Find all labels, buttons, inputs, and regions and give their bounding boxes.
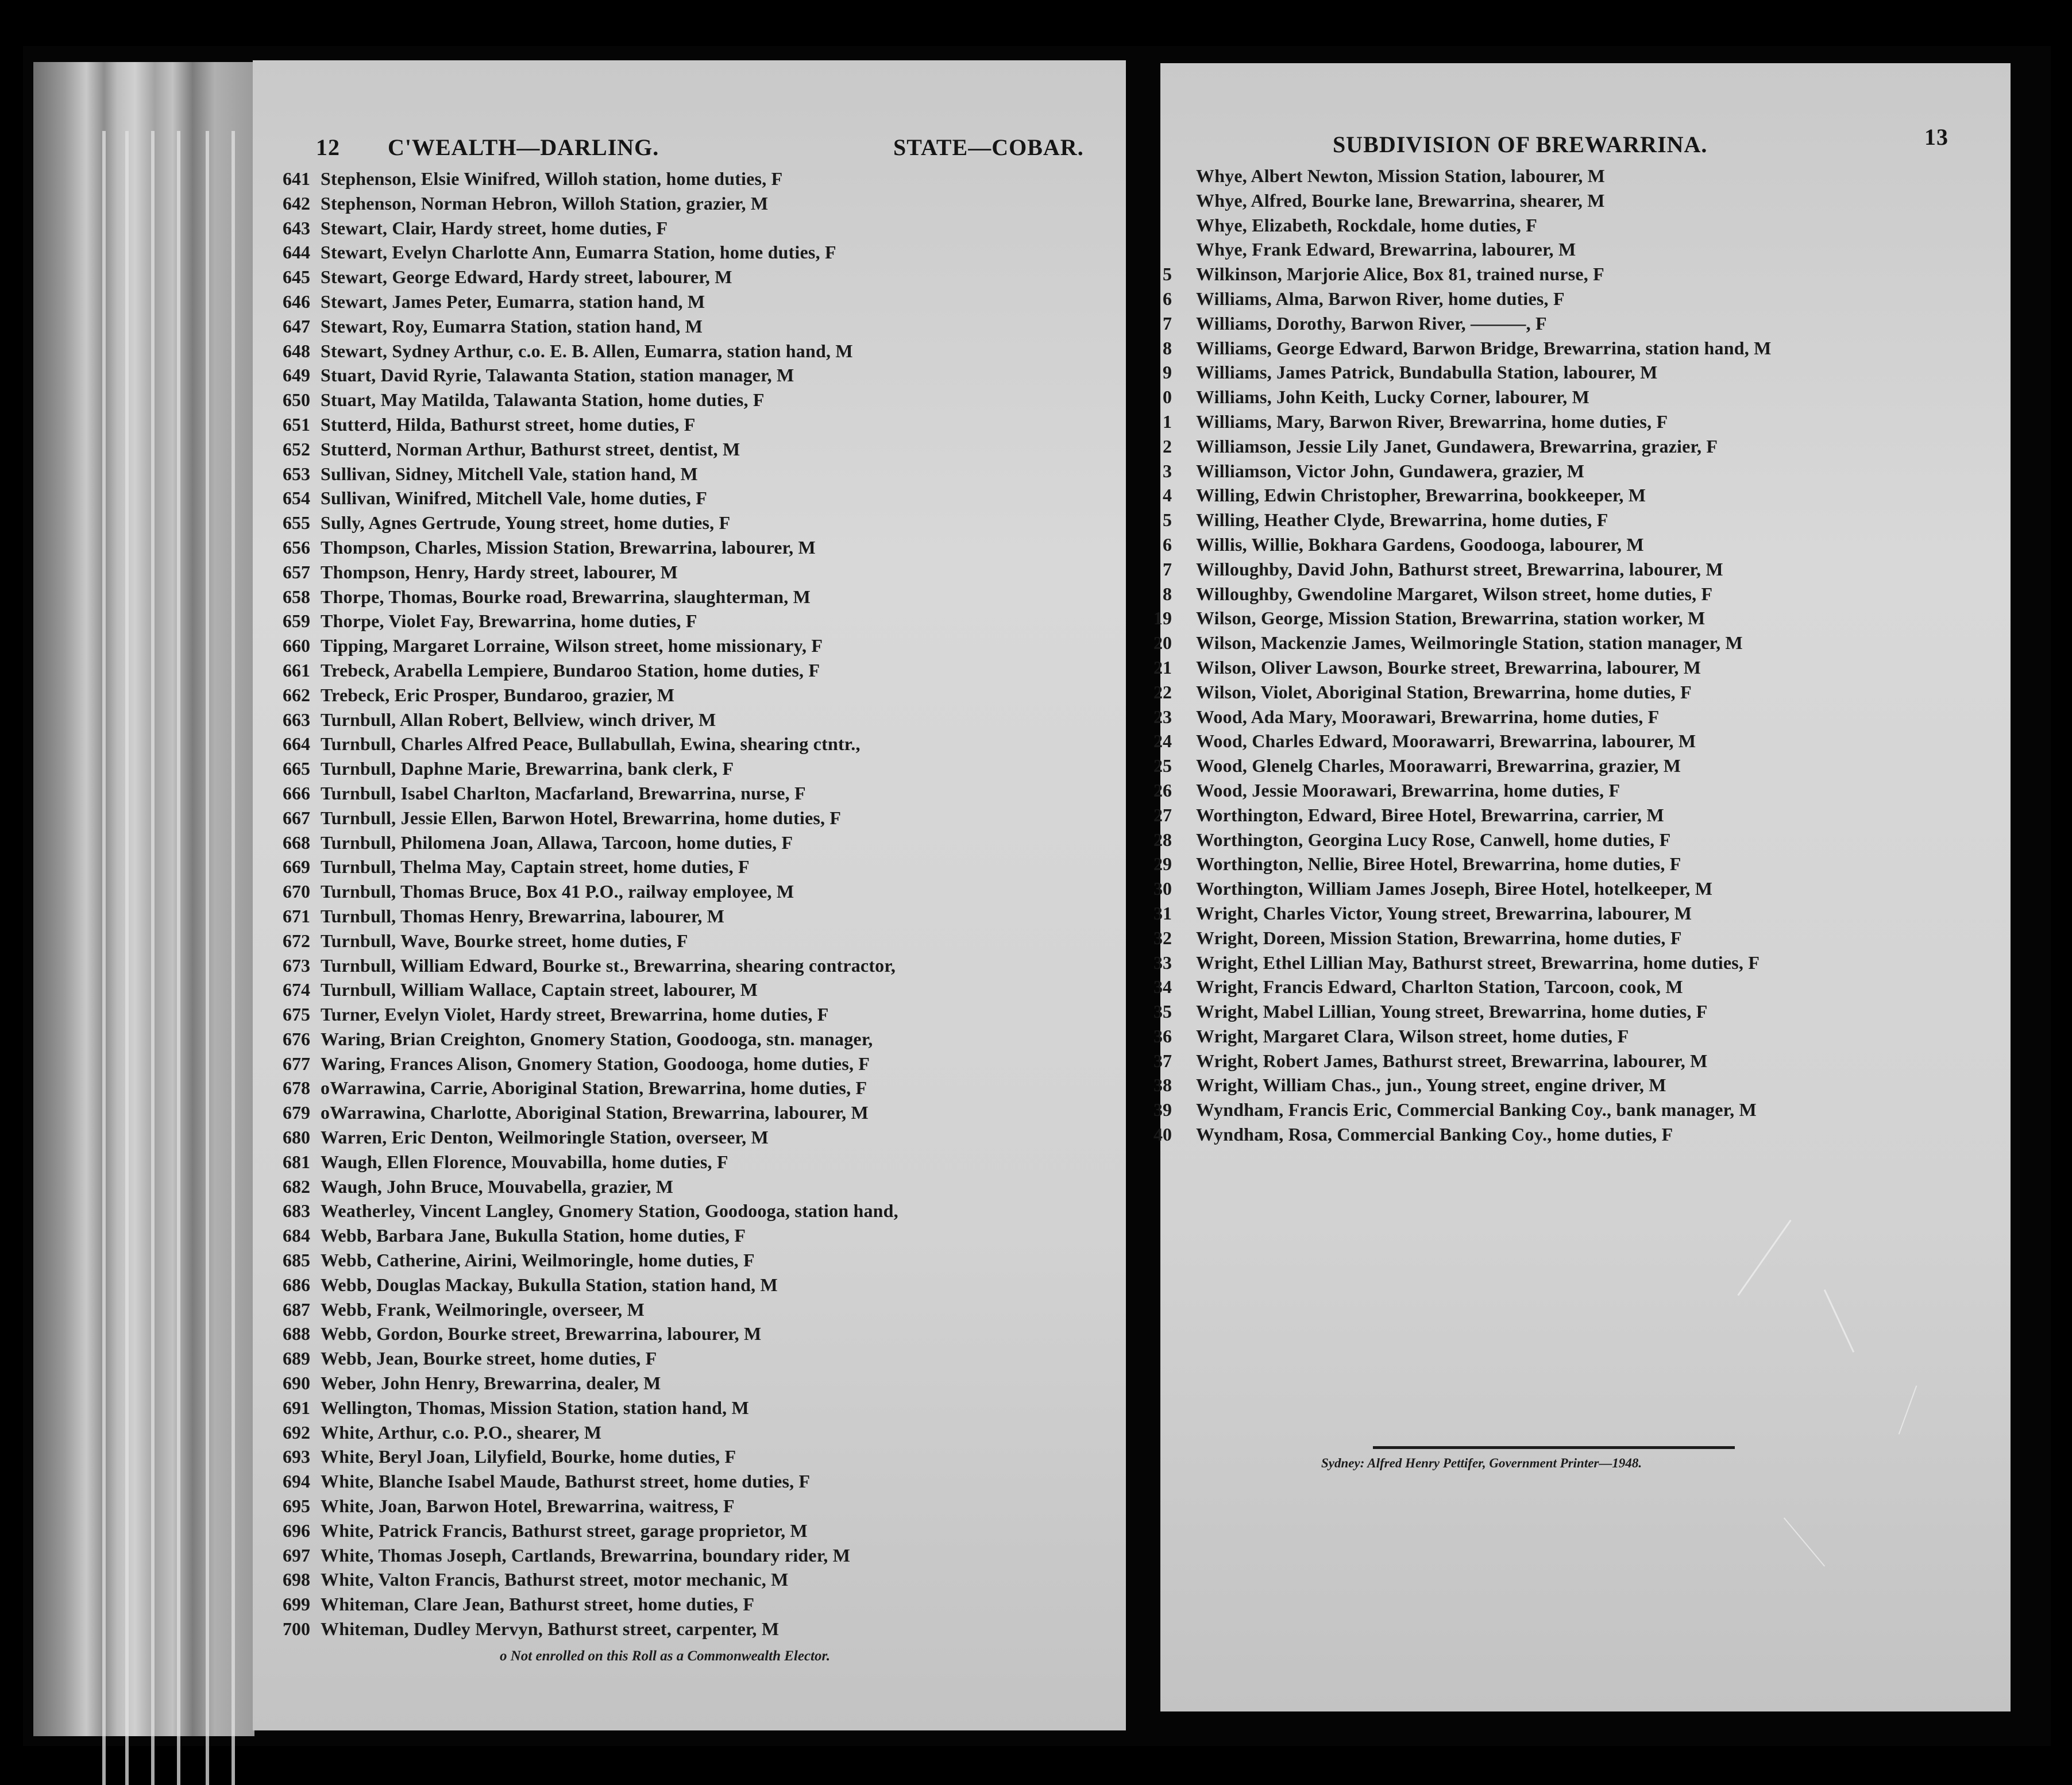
elector-number: 692 (283, 1421, 310, 1443)
elector-number: 699 (283, 1594, 310, 1615)
elector-details: Worthington, Nellie, Biree Hotel, Brewarrina, home duties, F (1196, 853, 1681, 875)
elector-number: 36 (1153, 1025, 1172, 1046)
elector-details: Worthington, Edward, Biree Hotel, Brewarrina, carrier, M (1196, 804, 1664, 825)
elector-details: Williamson, Victor John, Gundawera, grazier, M (1196, 460, 1585, 481)
elector-number: 664 (283, 733, 310, 755)
elector-details: Williamson, Jessie Lily Janet, Gundawera, Brewarrina, grazier, F (1196, 435, 1718, 457)
elector-number: 8 (1163, 583, 1172, 604)
elector-number: 674 (283, 979, 310, 1000)
elector-number: 7 (1163, 312, 1172, 334)
elector-details: Wood, Glenelg Charles, Moorawarri, Brewarrina, grazier, M (1196, 755, 1681, 776)
printer-imprint: Sydney: Alfred Henry Pettifer, Government Printer—1948. (1321, 1456, 1642, 1470)
elector-details: oWarrawina, Carrie, Aboriginal Station, Brewarrina, home duties, F (321, 1077, 867, 1099)
elector-details: White, Thomas Joseph, Cartlands, Brewarrina, boundary rider, M (321, 1544, 851, 1566)
elector-number: 22 (1153, 681, 1172, 702)
elector-number: 29 (1153, 853, 1172, 875)
elector-details: Webb, Douglas Mackay, Bukulla Station, station hand, M (321, 1274, 778, 1295)
elector-number: 656 (283, 536, 310, 558)
elector-details: White, Blanche Isabel Maude, Bathurst street, home duties, F (321, 1471, 811, 1492)
elector-details: Turnbull, Philomena Joan, Allawa, Tarcoon, home duties, F (321, 832, 793, 853)
elector-number: 679 (283, 1102, 310, 1123)
elector-details: Williams, Dorothy, Barwon River, ———, F (1196, 312, 1547, 334)
elector-details: Turnbull, William Wallace, Captain street, labourer, M (321, 979, 758, 1000)
elector-details: Wright, Francis Edward, Charlton Station, Tarcoon, cook, M (1196, 976, 1683, 998)
elector-details: Trebeck, Arabella Lempiere, Bundaroo Station, home duties, F (321, 659, 820, 681)
elector-number: 642 (283, 192, 310, 214)
elector-details: Whye, Alfred, Bourke lane, Brewarrina, shearer, M (1196, 190, 1605, 211)
right-header-title: SUBDIVISION OF BREWARRINA. (1333, 132, 1708, 157)
right-page-header (1160, 63, 2011, 157)
left-page-header (253, 60, 1126, 160)
elector-number: 698 (283, 1569, 310, 1590)
elector-details: Stuart, David Ryrie, Talawanta Station, station manager, M (321, 365, 794, 386)
elector-number: 678 (283, 1077, 310, 1099)
elector-number: 651 (283, 414, 310, 435)
elector-details: Thompson, Henry, Hardy street, labourer, M (321, 561, 678, 582)
elector-number: 672 (283, 930, 310, 951)
elector-details: Webb, Barbara Jane, Bukulla Station, home duties, F (321, 1225, 746, 1246)
elector-number: 684 (283, 1225, 310, 1246)
elector-number: 682 (283, 1176, 310, 1197)
elector-details: Wellington, Thomas, Mission Station, station hand, M (321, 1397, 749, 1418)
elector-details: Williams, Alma, Barwon River, home duties, F (1196, 288, 1565, 309)
elector-number: 694 (283, 1471, 310, 1492)
elector-details: Turnbull, Thomas Henry, Brewarrina, labourer, M (321, 905, 725, 926)
elector-number: 677 (283, 1053, 310, 1074)
elector-number: 644 (283, 242, 310, 263)
elector-details: Wright, Ethel Lillian May, Bathurst street, Brewarrina, home duties, F (1196, 952, 1760, 973)
elector-number: 31 (1153, 902, 1172, 924)
elector-number: 30 (1153, 878, 1172, 899)
elector-number: 676 (283, 1028, 310, 1049)
elector-details: Williams, Mary, Barwon River, Brewarrina, home duties, F (1196, 411, 1668, 432)
right-page (1153, 63, 2011, 1711)
elector-number: 671 (283, 905, 310, 926)
elector-number: 649 (283, 365, 310, 386)
elector-details: Wood, Ada Mary, Moorawari, Brewarrina, home duties, F (1196, 706, 1660, 727)
elector-number: 26 (1153, 779, 1172, 801)
elector-details: Wilson, Mackenzie James, Weilmoringle Station, station manager, M (1196, 632, 1743, 654)
elector-details: Waring, Frances Alison, Gnomery Station, Goodooga, home duties, F (321, 1053, 870, 1074)
elector-details: Thorpe, Violet Fay, Brewarrina, home duties, F (321, 611, 697, 632)
elector-number: 9 (1163, 362, 1172, 383)
elector-details: White, Valton Francis, Bathurst street, motor mechanic, M (321, 1569, 789, 1590)
elector-details: Stephenson, Elsie Winifred, Willoh station, home duties, F (321, 168, 783, 189)
elector-number: 690 (283, 1373, 310, 1394)
elector-details: Webb, Frank, Weilmoringle, overseer, M (321, 1299, 645, 1320)
elector-details: Stutterd, Hilda, Bathurst street, home duties, F (321, 414, 696, 435)
elector-details: Stewart, Sydney Arthur, c.o. E. B. Allen, Eumarra, station hand, M (321, 340, 853, 361)
elector-number: 24 (1153, 731, 1172, 752)
elector-number: 662 (283, 684, 310, 705)
elector-details: Wood, Jessie Moorawari, Brewarrina, home duties, F (1196, 779, 1620, 801)
elector-details: White, Arthur, c.o. P.O., shearer, M (321, 1421, 602, 1443)
elector-details: Willing, Heather Clyde, Brewarrina, home duties, F (1196, 509, 1608, 531)
elector-number: 669 (283, 856, 310, 878)
elector-details: Stewart, Roy, Eumarra Station, station hand, M (321, 315, 703, 337)
elector-number: 641 (283, 168, 310, 189)
elector-number: 693 (283, 1446, 310, 1467)
elector-details: Turner, Evelyn Violet, Hardy street, Brewarrina, home duties, F (321, 1004, 829, 1025)
elector-number: 0 (1163, 387, 1172, 408)
elector-number: 657 (283, 561, 310, 582)
elector-details: Webb, Gordon, Bourke street, Brewarrina, labourer, M (321, 1323, 762, 1344)
elector-number: 6 (1163, 534, 1172, 555)
elector-details: Turnbull, Thomas Bruce, Box 41 P.O., railway employee, M (321, 881, 794, 902)
elector-details: Wyndham, Rosa, Commercial Banking Coy., home duties, F (1196, 1124, 1673, 1145)
elector-number: 686 (283, 1274, 310, 1295)
elector-number: 32 (1153, 927, 1172, 948)
right-page-number: 13 (1924, 124, 1948, 150)
elector-number: 659 (283, 611, 310, 632)
elector-details: Whiteman, Dudley Mervyn, Bathurst street, carpenter, M (321, 1618, 780, 1640)
elector-details: Wood, Charles Edward, Moorawarri, Brewarrina, labourer, M (1196, 731, 1696, 752)
elector-number: 5 (1163, 509, 1172, 531)
elector-number: 23 (1153, 706, 1172, 727)
scan-scratch (1824, 1289, 1854, 1353)
elector-details: Whye, Elizabeth, Rockdale, home duties, F (1196, 214, 1537, 235)
elector-details: Willis, Willie, Bokhara Gardens, Goodooga, labourer, M (1196, 534, 1644, 555)
elector-details: Stuart, May Matilda, Talawanta Station, home duties, F (321, 389, 765, 411)
elector-details: Warren, Eric Denton, Weilmoringle Station, overseer, M (321, 1127, 769, 1148)
elector-number: 697 (283, 1544, 310, 1566)
elector-details: Webb, Catherine, Airini, Weilmoringle, home duties, F (321, 1250, 755, 1271)
elector-number: 661 (283, 659, 310, 681)
elector-details: Stewart, James Peter, Eumarra, station hand, M (321, 291, 705, 312)
elector-number: 6 (1163, 288, 1172, 309)
elector-number: 39 (1153, 1099, 1172, 1121)
elector-details: Williams, John Keith, Lucky Corner, labourer, M (1196, 387, 1590, 408)
elector-number: 668 (283, 832, 310, 853)
elector-details: Turnbull, Charles Alfred Peace, Bullabullah, Ewina, shearing ctntr., (321, 733, 861, 755)
elector-details: Williams, George Edward, Barwon Bridge, Brewarrina, station hand, M (1196, 337, 1772, 358)
elector-number: 34 (1153, 976, 1172, 998)
elector-details: Sullivan, Sidney, Mitchell Vale, station hand, M (321, 463, 698, 484)
elector-details: Stutterd, Norman Arthur, Bathurst street, dentist, M (321, 438, 740, 459)
elector-number: 1 (1163, 411, 1172, 432)
elector-number: 33 (1153, 952, 1172, 973)
elector-details: Wright, William Chas., jun., Young street, engine driver, M (1196, 1075, 1666, 1096)
scan-scratch (1899, 1385, 1917, 1434)
elector-number: 663 (283, 709, 310, 730)
elector-number: 683 (283, 1200, 310, 1222)
elector-number: 666 (283, 782, 310, 803)
elector-number: 655 (283, 512, 310, 534)
elector-details: Whye, Frank Edward, Brewarrina, labourer, M (1196, 239, 1576, 260)
elector-number: 680 (283, 1127, 310, 1148)
elector-details: Stewart, George Edward, Hardy street, labourer, M (321, 266, 732, 288)
elector-details: Webb, Jean, Bourke street, home duties, F (321, 1348, 657, 1369)
left-header-state: STATE—COBAR. (893, 134, 1084, 160)
elector-details: Turnbull, Isabel Charlton, Macfarland, Brewarrina, nurse, F (321, 782, 806, 803)
elector-details: Wyndham, Francis Eric, Commercial Banking Coy., bank manager, M (1196, 1099, 1757, 1121)
elector-number: 643 (283, 217, 310, 238)
elector-details: Wilkinson, Marjorie Alice, Box 81, trained nurse, F (1196, 264, 1604, 285)
elector-number: 695 (283, 1496, 310, 1517)
end-rule (1373, 1446, 1735, 1449)
elector-number: 653 (283, 463, 310, 484)
elector-number: 665 (283, 758, 310, 779)
elector-number: 27 (1153, 804, 1172, 825)
elector-details: Turnbull, Thelma May, Captain street, home duties, F (321, 856, 750, 878)
elector-number: 38 (1153, 1075, 1172, 1096)
elector-number: 21 (1153, 656, 1172, 678)
left-page (253, 60, 1126, 1730)
elector-details: Thorpe, Thomas, Bourke road, Brewarrina, slaughterman, M (321, 586, 811, 607)
elector-details: Sully, Agnes Gertrude, Young street, home duties, F (321, 512, 731, 534)
elector-details: Wilson, Oliver Lawson, Bourke street, Brewarrina, labourer, M (1196, 656, 1701, 678)
elector-details: Turnbull, Allan Robert, Bellview, winch driver, M (321, 709, 716, 730)
elector-details: Turnbull, William Edward, Bourke st., Brewarrina, shearing contractor, (321, 955, 896, 976)
elector-details: oWarrawina, Charlotte, Aboriginal Station, Brewarrina, labourer, M (321, 1102, 869, 1123)
elector-number: 5 (1163, 264, 1172, 285)
elector-details: Waring, Brian Creighton, Gnomery Station, Goodooga, stn. manager, (321, 1028, 873, 1049)
elector-number: 28 (1153, 829, 1172, 850)
elector-number: 658 (283, 586, 310, 607)
left-header-title: C'WEALTH—DARLING. (388, 134, 659, 160)
elector-details: Wilson, George, Mission Station, Brewarrina, station worker, M (1196, 608, 1706, 629)
left-page-number: 12 (316, 134, 340, 160)
elector-details: Trebeck, Eric Prosper, Bundaroo, grazier, M (321, 684, 675, 705)
elector-details: Wright, Charles Victor, Young street, Brewarrina, labourer, M (1196, 902, 1692, 924)
elector-number: 667 (283, 807, 310, 828)
elector-number: 20 (1153, 632, 1172, 654)
elector-details: Whiteman, Clare Jean, Bathurst street, home duties, F (321, 1594, 755, 1615)
elector-details: Willing, Edwin Christopher, Brewarrina, bookkeeper, M (1196, 485, 1646, 506)
elector-details: Willoughby, David John, Bathurst street, Brewarrina, labourer, M (1196, 558, 1723, 579)
elector-number: 37 (1153, 1050, 1172, 1071)
elector-number: 25 (1153, 755, 1172, 776)
elector-details: Stephenson, Norman Hebron, Willoh Station, grazier, M (321, 192, 769, 214)
elector-number: 7 (1163, 558, 1172, 579)
elector-number: 687 (283, 1299, 310, 1320)
elector-details: Wright, Robert James, Bathurst street, Brewarrina, labourer, M (1196, 1050, 1708, 1071)
elector-details: Worthington, William James Joseph, Biree Hotel, hotelkeeper, M (1196, 878, 1713, 899)
elector-details: Willoughby, Gwendoline Margaret, Wilson street, home duties, F (1196, 583, 1713, 604)
elector-number: 675 (283, 1004, 310, 1025)
book-page-edges (33, 62, 254, 1736)
elector-details: Stewart, Clair, Hardy street, home duties, F (321, 217, 668, 238)
elector-details: White, Beryl Joan, Lilyfield, Bourke, home duties, F (321, 1446, 736, 1467)
elector-details: Wright, Margaret Clara, Wilson street, home duties, F (1196, 1025, 1629, 1046)
elector-details: Turnbull, Jessie Ellen, Barwon Hotel, Brewarrina, home duties, F (321, 807, 842, 828)
elector-details: Stewart, Evelyn Charlotte Ann, Eumarra Station, home duties, F (321, 242, 836, 263)
elector-number: 3 (1163, 460, 1172, 481)
elector-details: Wright, Mabel Lillian, Young street, Brewarrina, home duties, F (1196, 1001, 1708, 1022)
left-footnote: o Not enrolled on this Roll as a Commonwealth Elector. (500, 1648, 831, 1664)
elector-number: 40 (1153, 1124, 1172, 1145)
elector-number: 691 (283, 1397, 310, 1418)
elector-number: 673 (283, 955, 310, 976)
elector-number: 650 (283, 389, 310, 411)
elector-details: Williams, James Patrick, Bundabulla Station, labourer, M (1196, 362, 1658, 383)
elector-details: White, Patrick Francis, Bathurst street, garage proprietor, M (321, 1520, 808, 1541)
elector-number: 35 (1153, 1001, 1172, 1022)
elector-details: Waugh, Ellen Florence, Mouvabilla, home duties, F (321, 1151, 728, 1172)
elector-number: 660 (283, 635, 310, 656)
elector-number: 646 (283, 291, 310, 312)
elector-number: 654 (283, 488, 310, 509)
elector-number: 696 (283, 1520, 310, 1541)
elector-number: 4 (1163, 485, 1172, 506)
elector-details: Weatherley, Vincent Langley, Gnomery Station, Goodooga, station hand, (321, 1200, 898, 1222)
elector-details: Worthington, Georgina Lucy Rose, Canwell, home duties, F (1196, 829, 1671, 850)
elector-number: 688 (283, 1323, 310, 1344)
elector-number: 2 (1163, 435, 1172, 457)
elector-details: Waugh, John Bruce, Mouvabella, grazier, M (321, 1176, 674, 1197)
elector-number: 19 (1153, 608, 1172, 629)
elector-details: Weber, John Henry, Brewarrina, dealer, M (321, 1373, 661, 1394)
elector-details: Tipping, Margaret Lorraine, Wilson street, home missionary, F (321, 635, 823, 656)
elector-number: 700 (283, 1618, 310, 1640)
scan-scratch (1737, 1220, 1791, 1296)
elector-details: Sullivan, Winifred, Mitchell Vale, home duties, F (321, 488, 707, 509)
elector-details: Turnbull, Wave, Bourke street, home duties, F (321, 930, 688, 951)
elector-number: 648 (283, 340, 310, 361)
elector-number: 689 (283, 1348, 310, 1369)
elector-number: 645 (283, 266, 310, 288)
elector-number: 652 (283, 438, 310, 459)
elector-details: Wright, Doreen, Mission Station, Brewarrina, home duties, F (1196, 927, 1682, 948)
elector-number: 685 (283, 1250, 310, 1271)
elector-number: 647 (283, 315, 310, 337)
elector-number: 8 (1163, 337, 1172, 358)
elector-details: White, Joan, Barwon Hotel, Brewarrina, waitress, F (321, 1496, 735, 1517)
elector-details: Wilson, Violet, Aboriginal Station, Brewarrina, home duties, F (1196, 681, 1692, 702)
elector-number: 681 (283, 1151, 310, 1172)
elector-details: Turnbull, Daphne Marie, Brewarrina, bank clerk, F (321, 758, 734, 779)
elector-number: 670 (283, 881, 310, 902)
elector-details: Whye, Albert Newton, Mission Station, labourer, M (1196, 165, 1606, 186)
elector-details: Thompson, Charles, Mission Station, Brewarrina, labourer, M (321, 536, 816, 558)
scan-scratch (1784, 1517, 1825, 1567)
